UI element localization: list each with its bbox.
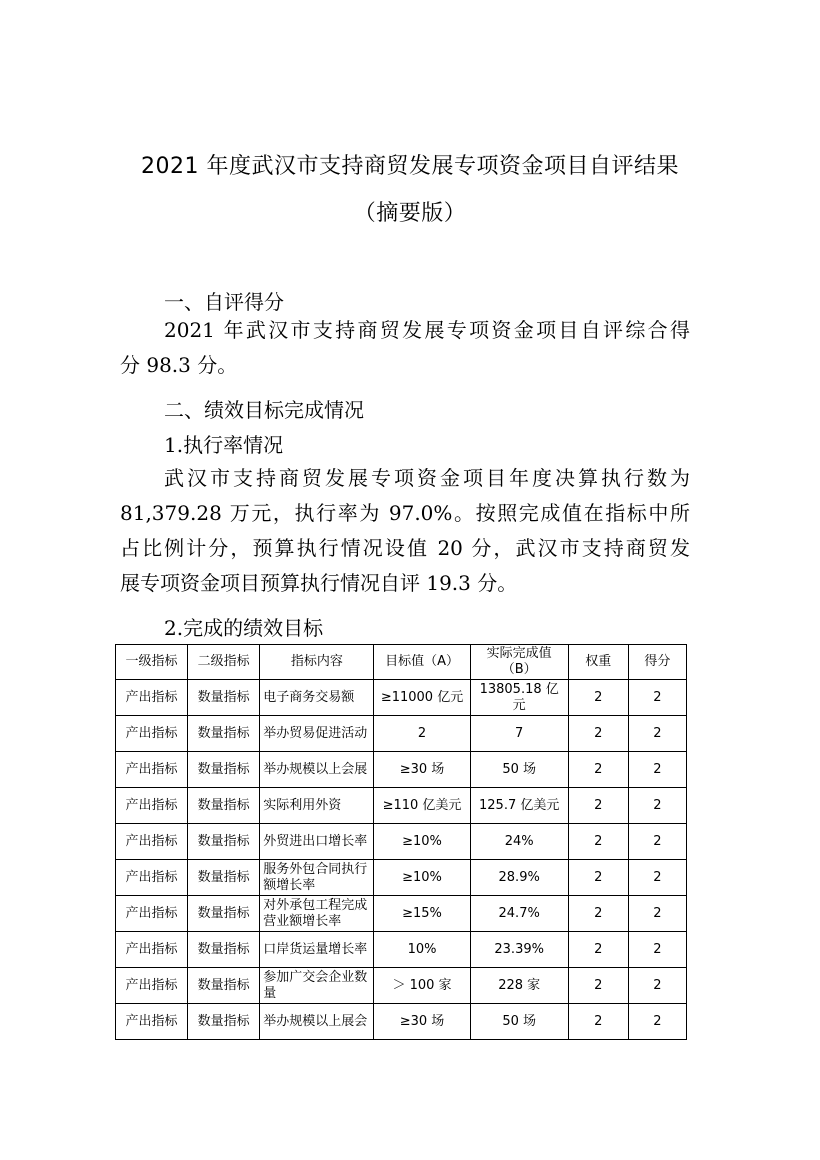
score-cell: 2 <box>628 1004 686 1040</box>
table-row <box>116 860 687 896</box>
actual-cell: 28.9% <box>470 860 568 896</box>
score-cell: 2 <box>628 932 686 968</box>
indicator-cell: 电子商务交易额 <box>260 680 374 716</box>
actual-cell: 24% <box>470 824 568 860</box>
header-cell: 得分 <box>628 645 686 680</box>
header-cell: 目标值（A） <box>374 645 470 680</box>
actual-cell: 13805.18 亿元 <box>470 680 568 716</box>
table-header-row <box>116 645 687 680</box>
table-body <box>116 680 687 1040</box>
target-cell: 2 <box>374 716 470 752</box>
level2-cell: 数量指标 <box>188 788 260 824</box>
actual-cell: 23.39% <box>470 932 568 968</box>
paragraph-line: 分 98.3 分。 <box>120 353 238 377</box>
target-cell: ≥10% <box>374 824 470 860</box>
score-cell: 2 <box>628 860 686 896</box>
score-cell: 2 <box>628 968 686 1004</box>
weight-cell: 2 <box>568 968 628 1004</box>
paragraph-line: 展专项资金项目预算执行情况自评 19.3 分。 <box>120 571 518 595</box>
header-cell: 二级指标 <box>188 645 260 680</box>
paragraph-line: 2021 年武汉市支持商贸发展专项资金项目自评综合得 <box>164 318 690 342</box>
target-cell: ≥30 场 <box>374 1004 470 1040</box>
subsection-execution-rate: 1.执行率情况 <box>164 433 284 457</box>
header-cell: 实际完成值（B） <box>470 645 568 680</box>
weight-cell: 2 <box>568 716 628 752</box>
table-row <box>116 680 687 716</box>
actual-cell: 24.7% <box>470 896 568 932</box>
level1-cell: 产出指标 <box>116 752 188 788</box>
table-row <box>116 932 687 968</box>
table-row <box>116 896 687 932</box>
weight-cell: 2 <box>568 896 628 932</box>
section-1-paragraph <box>120 313 690 383</box>
level2-cell: 数量指标 <box>188 716 260 752</box>
paragraph-line: 81,379.28 万元，执行率为 97.0%。按照完成值在指标中所 <box>120 501 690 525</box>
level1-cell: 产出指标 <box>116 1004 188 1040</box>
score-cell: 2 <box>628 896 686 932</box>
target-cell: ≥30 场 <box>374 752 470 788</box>
weight-cell: 2 <box>568 860 628 896</box>
section-2-heading: 二、绩效目标完成情况 <box>164 398 364 422</box>
level2-cell: 数量指标 <box>188 968 260 1004</box>
level2-cell: 数量指标 <box>188 680 260 716</box>
level1-cell: 产出指标 <box>116 896 188 932</box>
level2-cell: 数量指标 <box>188 932 260 968</box>
table-row <box>116 968 687 1004</box>
header-cell: 指标内容 <box>260 645 374 680</box>
actual-cell: 50 场 <box>470 752 568 788</box>
level2-cell: 数量指标 <box>188 860 260 896</box>
level1-cell: 产出指标 <box>116 824 188 860</box>
level1-cell: 产出指标 <box>116 932 188 968</box>
indicator-cell: 举办贸易促进活动 <box>260 716 374 752</box>
actual-cell: 50 场 <box>470 1004 568 1040</box>
table-row <box>116 824 687 860</box>
level1-cell: 产出指标 <box>116 968 188 1004</box>
actual-cell: 228 家 <box>470 968 568 1004</box>
indicator-cell: 举办规模以上展会 <box>260 1004 374 1040</box>
indicator-cell: 实际利用外资 <box>260 788 374 824</box>
target-cell: ≥10% <box>374 860 470 896</box>
score-cell: 2 <box>628 752 686 788</box>
weight-cell: 2 <box>568 680 628 716</box>
section-1-heading: 一、自评得分 <box>164 290 284 314</box>
weight-cell: 2 <box>568 932 628 968</box>
document-title: 2021 年度武汉市支持商贸发展专项资金项目自评结果 <box>141 154 679 179</box>
paragraph-line: 占比例计分，预算执行情况设值 20 分，武汉市支持商贸发 <box>120 536 690 560</box>
indicator-cell: 口岸货运量增长率 <box>260 932 374 968</box>
indicator-cell: 举办规模以上会展 <box>260 752 374 788</box>
table-row <box>116 716 687 752</box>
score-cell: 2 <box>628 680 686 716</box>
weight-cell: 2 <box>568 824 628 860</box>
actual-cell: 7 <box>470 716 568 752</box>
indicator-cell: 外贸进出口增长率 <box>260 824 374 860</box>
level2-cell: 数量指标 <box>188 896 260 932</box>
header-cell: 权重 <box>568 645 628 680</box>
weight-cell: 2 <box>568 1004 628 1040</box>
table-row <box>116 752 687 788</box>
target-cell: ≥110 亿美元 <box>374 788 470 824</box>
indicator-cell: 服务外包合同执行额增长率 <box>260 860 374 896</box>
weight-cell: 2 <box>568 752 628 788</box>
table-row <box>116 788 687 824</box>
level2-cell: 数量指标 <box>188 824 260 860</box>
weight-cell: 2 <box>568 788 628 824</box>
target-cell: 10% <box>374 932 470 968</box>
score-cell: 2 <box>628 824 686 860</box>
level2-cell: 数量指标 <box>188 752 260 788</box>
target-cell: ＞ 100 家 <box>374 968 470 1004</box>
paragraph-line: 武汉市支持商贸发展专项资金项目年度决算执行数为 <box>164 466 690 490</box>
header-cell: 一级指标 <box>116 645 188 680</box>
level1-cell: 产出指标 <box>116 680 188 716</box>
indicator-cell: 参加广交会企业数量 <box>260 968 374 1004</box>
level1-cell: 产出指标 <box>116 788 188 824</box>
subsection-performance-goals: 2.完成的绩效目标 <box>164 616 324 640</box>
level2-cell: 数量指标 <box>188 1004 260 1040</box>
level1-cell: 产出指标 <box>116 716 188 752</box>
document-subtitle: （摘要版） <box>353 201 467 226</box>
performance-table <box>115 644 687 1040</box>
indicator-cell: 对外承包工程完成营业额增长率 <box>260 896 374 932</box>
target-cell: ≥11000 亿元 <box>374 680 470 716</box>
table-row <box>116 1004 687 1040</box>
actual-cell: 125.7 亿美元 <box>470 788 568 824</box>
section-2-paragraph <box>120 461 690 601</box>
score-cell: 2 <box>628 716 686 752</box>
target-cell: ≥15% <box>374 896 470 932</box>
level1-cell: 产出指标 <box>116 860 188 896</box>
score-cell: 2 <box>628 788 686 824</box>
